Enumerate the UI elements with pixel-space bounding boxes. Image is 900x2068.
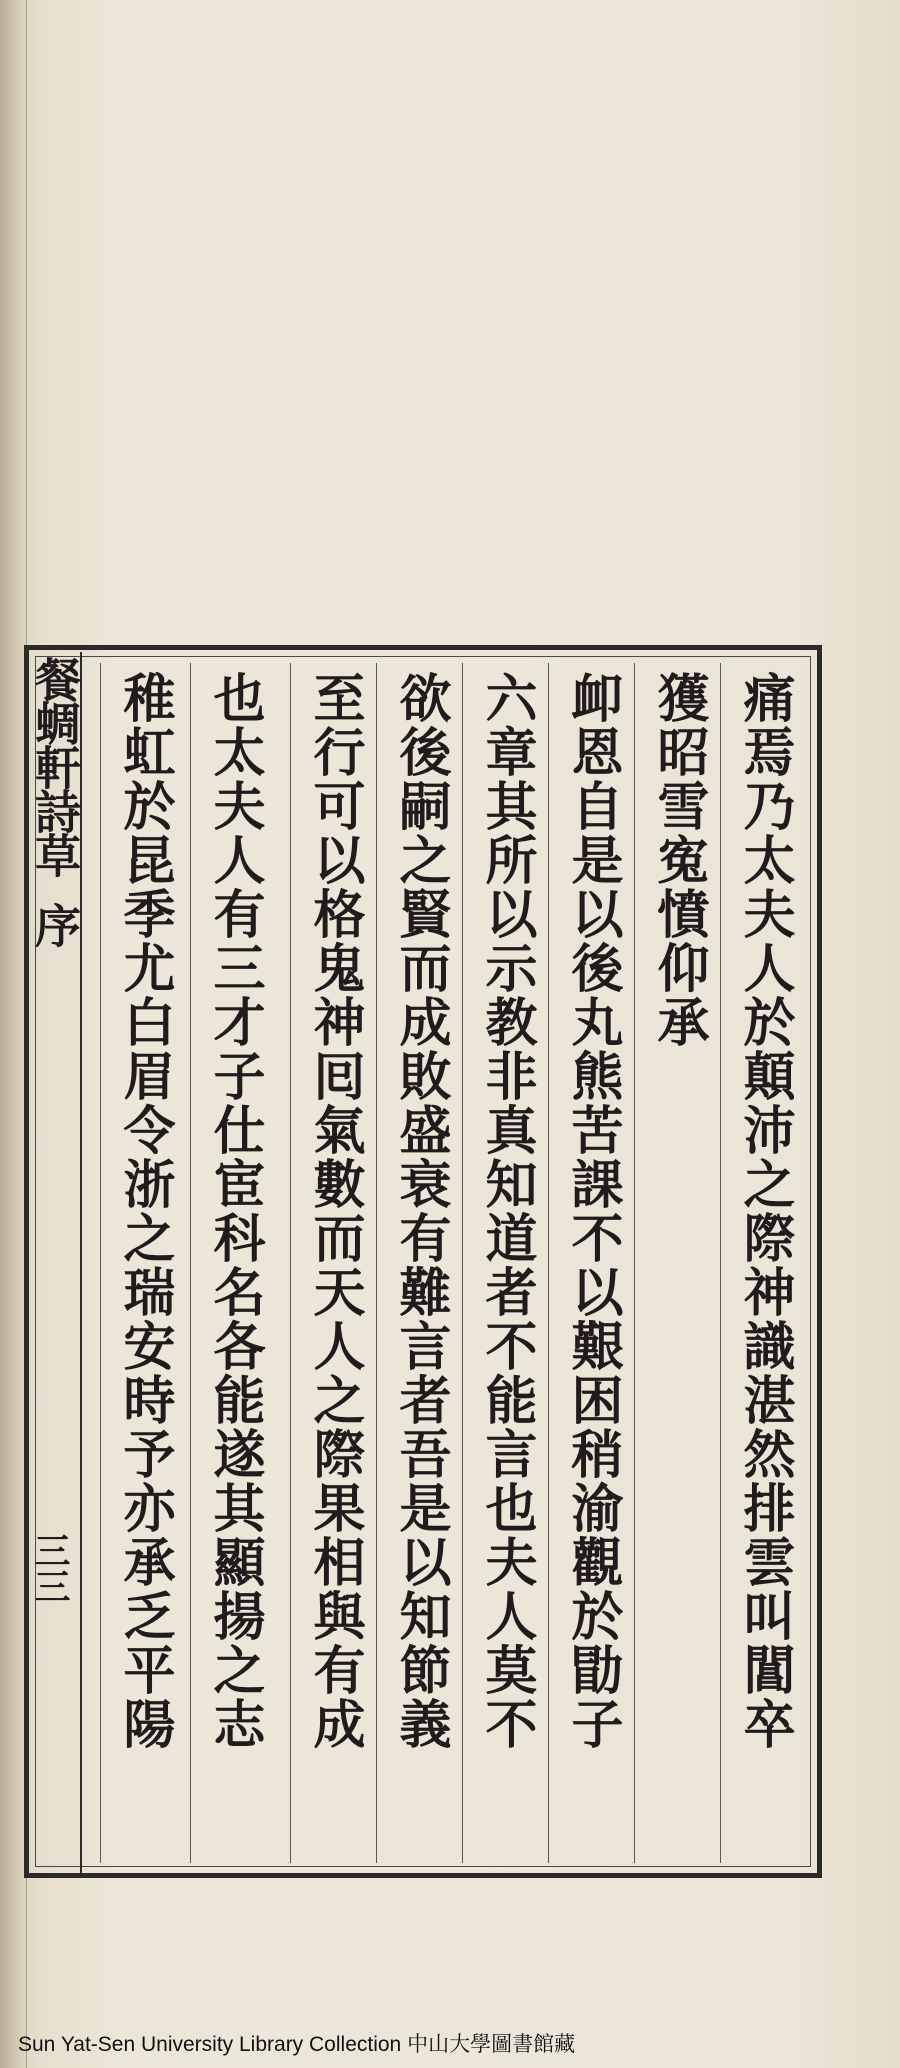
column-text: 獲昭雪寃憤仰承 — [648, 671, 709, 1049]
column-text: 也太夫人有三才子仕宦科名各能遂其顯揚之志 — [204, 671, 265, 1751]
banxin-center-strip — [28, 652, 82, 1874]
column-text: 欲後嗣之賢而成敗盛衰有難言者吾是以知節義 — [390, 671, 451, 1751]
text-column-5 — [376, 663, 463, 1863]
text-column-2 — [634, 663, 721, 1863]
banxin-folio-number: 三三 — [29, 1532, 71, 1604]
library-collection-caption: Sun Yat-Sen University Library Collection 中山大學圖書館藏 — [18, 2033, 576, 2056]
column-text: 至行可以格鬼神囘氣數而天人之際果相與有成 — [304, 671, 365, 1751]
text-column-6 — [290, 663, 377, 1863]
column-text: 六章其所以示教非真知道者不能言也夫人莫不 — [476, 671, 537, 1751]
text-column-3 — [548, 663, 635, 1863]
column-text: 稚虹於昆季尤白眉令浙之瑞安時予亦承乏平陽 — [114, 671, 175, 1751]
banxin-section-label: 序 — [28, 902, 82, 948]
text-column-8 — [100, 663, 187, 1863]
column-text: 卹恩自是以後丸熊苦課不以艱困稍渝觀於勖子 — [562, 671, 623, 1751]
text-column-7 — [190, 663, 277, 1863]
banxin-book-title: 餐蜩軒詩草 — [28, 656, 82, 876]
book-binding-edge — [0, 0, 27, 2068]
text-column-4 — [462, 663, 549, 1863]
text-column-1 — [720, 663, 807, 1863]
column-text: 痛焉乃太夫人於顛沛之際神識湛然排雲叫閶卒 — [734, 671, 795, 1751]
